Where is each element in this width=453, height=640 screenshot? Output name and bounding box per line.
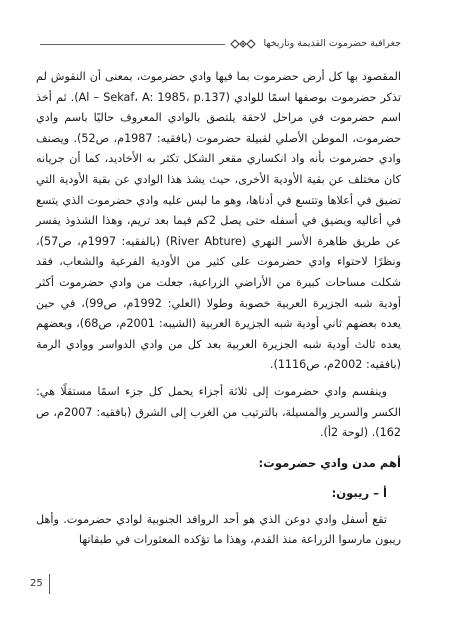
heading-raybun: أ – ريبون: <box>331 485 387 500</box>
page-number: 25 <box>30 578 43 589</box>
page-footer <box>30 574 50 594</box>
header-rule <box>40 44 225 45</box>
footer-rule <box>49 574 50 594</box>
paragraph-wadi-divisions: وينقسم وادي حضرموت إلى ثلاثة أجزاء يحمل كل جزء اسمًا مستقلًا هي: الكسر والسرير والمسيلة، بالترتيب من الغرب إلى الشرق (بافقيه: 2007م، ص 162). (لوحة 2أ). <box>36 384 401 440</box>
paragraph-raybun: تقع أسفل وادي دوعن الذي هو أحد الروافد الجنوبية لوادي حضرموت. وأهل ريبون مارسوا الزراعة منذ القدم، وهذا ما تؤكده المعثورات في طبقاتها <box>36 512 401 547</box>
running-title: جغرافية حضرموت القديمة وتاريخها <box>263 38 401 49</box>
body-text <box>36 67 401 551</box>
running-header <box>40 36 401 52</box>
heading-cities: أهم مدن وادي حضرموت: <box>258 455 401 470</box>
paragraph-wadi-hadramaut: المقصود بها كل أرض حضرموت بما فيها وادي حضرموت، بمعنى أن النقوش لم تذكر حضرموت بوصفها اسمًا للوادي (Al – Sekaf، A: 1985، p.137). ثم أخذ اسم حضرموت في مراحل لاحقة يلتصق بالوادي المعروف حاليًا باسم وادي حضرموت، الموطن الأصلي لقبيلة حضرموت (بافقيه: 1987م، ص52). ويصنف وادي حضرموت بأنه واد انكساري مقعر الشكل تكثر به الأخاديد، كما أن جريانه كان مختلف عن بقية الأودية الأخرى، حيث يشذ هذا الوادي عن بقية الأودية التي تضيق في أعلاها وتتسع في أدناها، وهو ما ليس عليه وادي حضرموت الذي يتسع في أعاليه ويضيق في أسفله حتى يصل 2كم فيما بعد تريم، وهذا الشذوذ يفسر عن طريق ظاهرة الأسر النهري (River Abture) (بالفقيه: 1997م، ص57)، ونظرًا لاحتواء وادي حضرموت على كثير من الأودية الفرعية والشعاب، فقد شكلت مساحات كبيرة من الأراضي الزراعية، جعلت من وادي حضرموت أكثر أودية شبه الجزيرة العربية خصوبة وطولا (العلي: 1992م، ص99)، في حين يعده بعضهم ثاني أودية شبه الجزيرة العربية (الشيبه: 2001م، ص68)، وبعضهم يعده ثالث أودية شبه الجزيرة العربية بعد كل من وادي الدواسر ووادي الرمة (بافقيه: 2002م، ص1116). <box>36 70 402 372</box>
ornament-icon <box>229 38 257 50</box>
